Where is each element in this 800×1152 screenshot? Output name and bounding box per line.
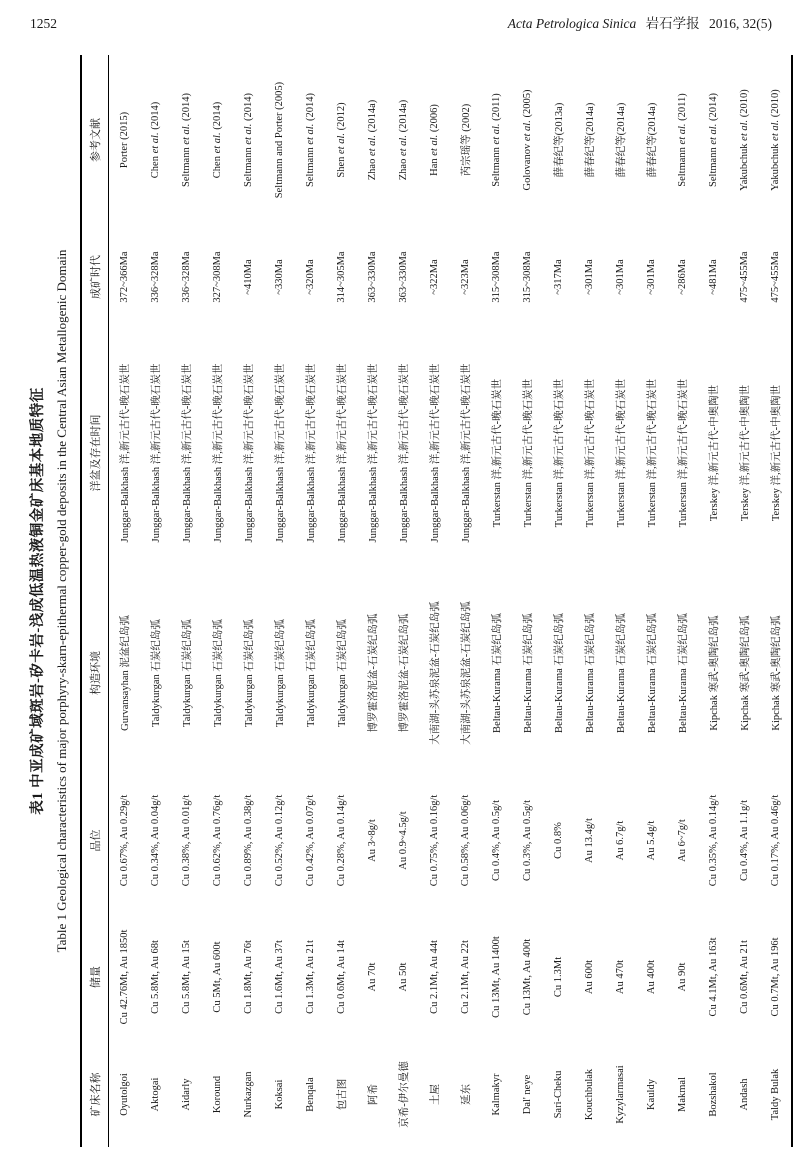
cell-grade: Cu 0.38%, Au 0.01g/t xyxy=(181,794,192,887)
table-row xyxy=(667,55,698,1147)
cell-setting: Taldykurgan 石炭纪岛弧 xyxy=(151,619,162,727)
cell-ref: Chen et al. (2014) xyxy=(212,101,223,179)
cell-reserves: Cu 4.1Mt, Au 163t xyxy=(708,937,719,1017)
cell-name: 土屋 xyxy=(430,1084,441,1105)
table-row xyxy=(419,55,450,1147)
cell-ref: 薛春纪等(2014a) xyxy=(616,102,627,178)
cell-name: Kauldy xyxy=(646,1079,657,1110)
cell-setting: 博罗霍洛泥盆-石炭纪岛弧 xyxy=(368,613,379,733)
cell-name: Andash xyxy=(739,1078,750,1111)
cell-ref: Seltmann and Porter (2005) xyxy=(274,81,285,199)
cell-ref: Porter (2015) xyxy=(119,111,130,169)
cell-setting: Taldykurgan 石炭纪岛弧 xyxy=(306,619,317,727)
cell-grade: Cu 0.4%, Au 1.1g/t xyxy=(739,799,750,882)
table-row xyxy=(357,55,388,1147)
cell-age: ~481Ma xyxy=(708,259,719,295)
cell-grade: Cu 0.3%, Au 0.5g/t xyxy=(522,799,533,882)
table-row xyxy=(512,55,543,1147)
cell-ref: 薛春纪等(2013a) xyxy=(554,102,565,178)
cell-reserves: Au 600t xyxy=(584,959,595,995)
cell-setting: Taldykurgan 石炭纪岛弧 xyxy=(275,619,286,727)
cell-ref: Yakubchuk et al. (2010) xyxy=(770,89,781,191)
cell-age: 475~455Ma xyxy=(739,251,750,303)
table-row xyxy=(698,55,729,1147)
cell-ocean: Junggar-Balkhash 洋,新元古代-晚石炭世 xyxy=(306,363,317,543)
cell-grade: Cu 0.34%, Au 0.04g/t xyxy=(150,794,161,887)
cell-ref: 芮宗瑶等 (2002) xyxy=(461,103,472,177)
cell-ocean: Junggar-Balkhash 洋,新元古代-晚石炭世 xyxy=(461,363,472,543)
cell-ocean: Junggar-Balkhash 洋,新元古代-晚石炭世 xyxy=(213,363,224,543)
table-row xyxy=(233,55,264,1147)
cell-name: Koksai xyxy=(274,1079,285,1110)
cell-ocean: Junggar-Balkhash 洋,新元古代-晚石炭世 xyxy=(275,363,286,543)
cell-grade: Cu 0.75%, Au 0.16g/t xyxy=(429,794,440,887)
column-header-4: 洋盆及存在时间 xyxy=(81,329,109,577)
table-row xyxy=(450,55,481,1147)
cell-ref: Golovanov et al. (2005) xyxy=(522,89,533,191)
cell-setting: Beltau-Kurama 石炭纪岛弧 xyxy=(585,613,596,733)
cell-setting: Beltau-Kurama 石炭纪岛弧 xyxy=(554,613,565,733)
cell-age: ~301Ma xyxy=(646,259,657,295)
table-row xyxy=(760,55,792,1147)
table-title-zh: 表1 中亚成矿域斑岩-矽卡岩-浅成低温热液铜金矿床基本地质特征 xyxy=(30,387,46,815)
cell-age: 315~308Ma xyxy=(522,251,533,303)
cell-name: Kyzylarmasai xyxy=(615,1065,626,1124)
cell-ref: Han et al. (2006) xyxy=(429,104,440,176)
cell-ocean: Junggar-Balkhash 洋,新元古代-晚石炭世 xyxy=(337,363,348,543)
column-header-3: 构造环境 xyxy=(81,577,109,769)
cell-ref: 薛春纪等(2014a) xyxy=(647,102,658,178)
cell-age: ~323Ma xyxy=(460,259,471,295)
cell-grade: Au 13.4g/t xyxy=(584,818,595,863)
cell-ocean: Turkerstan 洋,新元古代-晚石炭世 xyxy=(585,378,596,528)
cell-reserves: Cu 1.8Mt, Au 76t xyxy=(243,940,254,1014)
cell-name: Aidarly xyxy=(181,1078,192,1111)
cell-ocean: Junggar-Balkhash 洋,新元古代-晚石炭世 xyxy=(430,363,441,543)
cell-age: ~322Ma xyxy=(429,259,440,295)
cell-ref: 薛春纪等(2014a) xyxy=(585,102,596,178)
cell-reserves: Cu 42.76Mt, Au 1850t xyxy=(119,929,130,1025)
cell-setting: Kipchak 寒武-奥陶纪岛弧 xyxy=(771,615,782,731)
cell-grade: Au 0.9~4.5g/t xyxy=(398,811,409,870)
cell-ocean: Turkerstan 洋,新元古代-晚石炭世 xyxy=(678,378,689,528)
table-row xyxy=(171,55,202,1147)
cell-ocean: Junggar-Balkhash 洋,新元古代-晚石炭世 xyxy=(151,363,162,543)
cell-ocean: Terskey 洋,新元古代-中奥陶世 xyxy=(709,384,720,522)
cell-name: Nurkazgan xyxy=(243,1071,254,1118)
cell-reserves: Cu 0.6Mt, Au 21t xyxy=(739,940,750,1014)
cell-ocean: Turkerstan 洋,新元古代-晚石炭世 xyxy=(523,378,534,528)
cell-ocean: Terskey 洋,新元古代-中奥陶世 xyxy=(771,384,782,522)
cell-name: Kalmakyr xyxy=(491,1073,502,1116)
cell-setting: Beltau-Kurama 石炭纪岛弧 xyxy=(616,613,627,733)
table-row xyxy=(636,55,667,1147)
cell-ref: Seltmann et al. (2011) xyxy=(677,93,688,187)
cell-grade: Au 6~7g/t xyxy=(677,819,688,862)
cell-setting: Beltau-Kurama 石炭纪岛弧 xyxy=(678,613,689,733)
journal-title-zh: 岩石学报 xyxy=(645,16,700,31)
page-number: 1252 xyxy=(30,16,57,31)
cell-setting: Beltau-Kurama 石炭纪岛弧 xyxy=(523,613,534,733)
cell-age: 336~328Ma xyxy=(150,251,161,303)
table-row xyxy=(605,55,636,1147)
cell-ref: Seltmann et al. (2014) xyxy=(181,93,192,187)
cell-reserves: Cu 13Mt, Au 400t xyxy=(522,938,533,1016)
cell-ref: Seltmann et al. (2014) xyxy=(243,93,254,187)
cell-grade: Cu 0.17%, Au 0.46g/t xyxy=(770,794,781,887)
cell-age: 363~330Ma xyxy=(367,251,378,303)
cell-name: Oyutolgoi xyxy=(119,1073,130,1116)
cell-ocean: Turkerstan 洋,新元古代-晚石炭世 xyxy=(647,378,658,528)
cell-age: 314~305Ma xyxy=(336,251,347,303)
cell-name: Kouchbulak xyxy=(584,1068,595,1121)
cell-reserves: Cu 0.6Mt, Au 14t xyxy=(336,940,347,1014)
table-row xyxy=(729,55,760,1147)
cell-reserves: Au 70t xyxy=(367,962,378,992)
cell-ref: Seltmann et al. (2014) xyxy=(305,93,316,187)
cell-name: Sari-Cheku xyxy=(553,1070,564,1119)
cell-grade: Au 5.4g/t xyxy=(646,820,657,861)
cell-name: Aktogai xyxy=(150,1077,161,1112)
cell-age: ~317Ma xyxy=(553,259,564,295)
cell-age: 475~455Ma xyxy=(770,251,781,303)
cell-name: 延东 xyxy=(461,1084,472,1105)
cell-setting: 博罗霍洛泥盆-石炭纪岛弧 xyxy=(399,613,410,733)
cell-grade: Cu 0.42%, Au 0.07g/t xyxy=(305,794,316,887)
cell-age: ~286Ma xyxy=(677,259,688,295)
cell-ocean: Terskey 洋,新元古代-中奥陶世 xyxy=(740,384,751,522)
cell-ref: Chen et al. (2014) xyxy=(150,101,161,179)
cell-name: Bozshakol xyxy=(708,1072,719,1117)
table-row xyxy=(574,55,605,1147)
table-title-en: Table 1 Geological characteristics of major porphyry-skarn-epithermal copper-gold deposits in the Central Asian Metallogenic Domain xyxy=(54,249,69,953)
cell-reserves: Cu 0.7Mt, Au 196t xyxy=(770,937,781,1017)
table-header-row xyxy=(81,55,109,1147)
cell-grade: Cu 0.67%, Au 0.29g/t xyxy=(119,794,130,887)
geology-table xyxy=(80,55,793,1147)
column-header-1: 储量 xyxy=(81,912,109,1042)
cell-reserves: Cu 5Mt, Au 600t xyxy=(212,941,223,1013)
cell-grade: Cu 0.62%, Au 0.76g/t xyxy=(212,794,223,887)
running-head xyxy=(30,12,772,32)
cell-setting: Taldykurgan 石炭纪岛弧 xyxy=(244,619,255,727)
cell-reserves: Au 400t xyxy=(646,959,657,995)
table-row xyxy=(264,55,295,1147)
table-row xyxy=(109,55,141,1147)
cell-name: 京希-伊尔曼德 xyxy=(399,1061,410,1128)
cell-age: 315~308Ma xyxy=(491,251,502,303)
cell-ref: Zhao et al. (2014a) xyxy=(367,99,378,181)
cell-ref: Yakubchuk et al. (2010) xyxy=(739,89,750,191)
cell-grade: Cu 0.8% xyxy=(553,822,564,859)
cell-reserves: Cu 2.1Mt, Au 22t xyxy=(460,940,471,1014)
column-header-6: 参考文献 xyxy=(81,55,109,225)
cell-grade: Cu 0.35%, Au 0.14g/t xyxy=(708,794,719,887)
cell-name: Dal' neye xyxy=(522,1074,533,1115)
cell-ocean: Turkerstan 洋,新元古代-晚石炭世 xyxy=(554,378,565,528)
cell-age: ~320Ma xyxy=(305,259,316,295)
cell-setting: Beltau-Kurama 石炭纪岛弧 xyxy=(647,613,658,733)
cell-setting: Kipchak 寒武-奥陶纪岛弧 xyxy=(709,615,720,731)
cell-ocean: Junggar-Balkhash 洋,新元古代-晚石炭世 xyxy=(182,363,193,543)
journal-reference xyxy=(508,12,772,32)
cell-setting: Kipchak 寒武-奥陶纪岛弧 xyxy=(740,615,751,731)
column-header-2: 品位 xyxy=(81,769,109,912)
table-row xyxy=(140,55,171,1147)
cell-grade: Cu 0.89%, Au 0.38g/t xyxy=(243,794,254,887)
cell-ocean: Junggar-Balkhash 洋,新元古代-晚石炭世 xyxy=(399,363,410,543)
cell-ocean: Junggar-Balkhash 洋,新元古代-晚石炭世 xyxy=(244,363,255,543)
cell-age: 363~330Ma xyxy=(398,251,409,303)
cell-age: ~410Ma xyxy=(243,259,254,295)
cell-reserves: Cu 13Mt, Au 1400t xyxy=(491,936,502,1018)
cell-ocean: Turkerstan 洋,新元古代-晚石炭世 xyxy=(492,378,503,528)
cell-reserves: Cu 2.1Mt, Au 44t xyxy=(429,940,440,1014)
cell-grade: Cu 0.28%, Au 0.14g/t xyxy=(336,794,347,887)
cell-ocean: Turkerstan 洋,新元古代-晚石炭世 xyxy=(616,378,627,528)
cell-setting: Taldykurgan 石炭纪岛弧 xyxy=(337,619,348,727)
cell-ocean: Junggar-Balkhash 洋,新元古代-晚石炭世 xyxy=(120,363,131,543)
cell-age: ~301Ma xyxy=(615,259,626,295)
cell-name: Koround xyxy=(212,1075,223,1114)
cell-grade: Au 6.7g/t xyxy=(615,820,626,861)
cell-name: 包古图 xyxy=(337,1078,348,1111)
cell-age: 327~308Ma xyxy=(212,251,223,303)
column-header-5: 成矿时代 xyxy=(81,225,109,329)
cell-reserves: Au 470t xyxy=(615,959,626,995)
table-row xyxy=(326,55,357,1147)
table-row xyxy=(481,55,512,1147)
cell-setting: 大南湖-头苏泉泥盆-石炭纪岛弧 xyxy=(430,601,441,745)
cell-age: ~301Ma xyxy=(584,259,595,295)
cell-grade: Au 3~8g/t xyxy=(367,819,378,862)
cell-reserves: Au 50t xyxy=(398,962,409,992)
table-row xyxy=(388,55,419,1147)
cell-reserves: Cu 1.6Mt, Au 37t xyxy=(274,940,285,1014)
cell-name: 阿希 xyxy=(368,1084,379,1105)
table-row xyxy=(543,55,574,1147)
cell-ref: Seltmann et al. (2011) xyxy=(491,93,502,187)
cell-grade: Cu 0.4%, Au 0.5g/t xyxy=(491,799,502,882)
cell-setting: Beltau-Kurama 石炭纪岛弧 xyxy=(492,613,503,733)
cell-ocean: Junggar-Balkhash 洋,新元古代-晚石炭世 xyxy=(368,363,379,543)
cell-reserves: Cu 5.8Mt, Au 15t xyxy=(181,940,192,1014)
cell-name: Benqala xyxy=(305,1077,316,1112)
column-header-0: 矿床名称 xyxy=(81,1042,109,1147)
cell-setting: Gurvansayhan 泥盆纪岛弧 xyxy=(120,615,131,731)
table-row xyxy=(202,55,233,1147)
cell-setting: Taldykurgan 石炭纪岛弧 xyxy=(213,619,224,727)
rotated-table-block xyxy=(20,55,790,1147)
cell-reserves: Cu 1.3Mt, Au 21t xyxy=(305,940,316,1014)
cell-age: ~330Ma xyxy=(274,259,285,295)
cell-grade: Cu 0.58%, Au 0.06g/t xyxy=(460,794,471,887)
cell-grade: Cu 0.52%, Au 0.12g/t xyxy=(274,794,285,887)
cell-ref: Seltmann et al. (2014) xyxy=(708,93,719,187)
cell-ref: Zhao et al. (2014a) xyxy=(398,99,409,181)
table-body xyxy=(109,55,793,1147)
journal-title-en: Acta Petrologica Sinica xyxy=(507,16,637,31)
cell-setting: Taldykurgan 石炭纪岛弧 xyxy=(182,619,193,727)
cell-reserves: Cu 1.3Mt xyxy=(553,956,564,998)
cell-reserves: Cu 5.8Mt, Au 68t xyxy=(150,940,161,1014)
cell-setting: 大南湖-头苏泉泥盆-石炭纪岛弧 xyxy=(461,601,472,745)
cell-age: 336~328Ma xyxy=(181,251,192,303)
cell-name: Makmal xyxy=(677,1077,688,1112)
table-row xyxy=(295,55,326,1147)
cell-age: 372~366Ma xyxy=(119,251,130,303)
cell-name: Taldy Bulak xyxy=(770,1068,781,1121)
cell-reserves: Au 90t xyxy=(677,962,688,992)
cell-ref: Shen et al. (2012) xyxy=(336,102,347,178)
journal-issue: 2016, 32(5) xyxy=(709,16,772,31)
